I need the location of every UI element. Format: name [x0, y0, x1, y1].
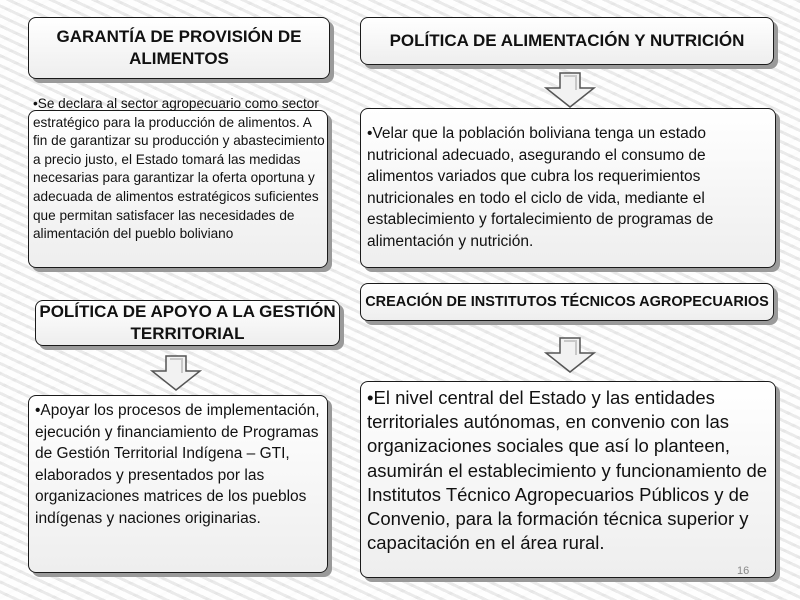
garantia-title-box	[28, 17, 330, 79]
institutos-content-box	[360, 381, 776, 578]
alimentacion-content-box	[360, 108, 776, 268]
alimentacion-title-box	[360, 17, 774, 65]
garantia-content-text: •Se declara al sector agropecuario como sector estratégico para la producción de alimentos. A fin de garantizar su producción y abastecimiento a precio justo, el Estado tomará las medidas necesarias para garantizar la oferta oportuna y adecuada de alimentos estratégicos suficientes que permitan satisfacer las necesidades de alimentación del pueblo boliviano	[33, 96, 325, 242]
institutos-content-text: •El nivel central del Estado y las entidades territoriales autónomas, en convenio con las organizaciones sociales que así lo planteen, asumirán el establecimiento y funcionamiento de Institutos Técnico Agropecuarios Públicos y de Convenio, para la formación técnica superior y capacitación en el área rural.	[367, 387, 768, 554]
alimentacion-content-text: •Velar que la población boliviana tenga un estado nutricional adecuado, asegurando el consumo de alimentos variados que cubra los requerimientos nutricionales en todo el ciclo de vida, mediante el establecimiento y fortalecimiento de programas de alimentación y nutrición.	[367, 125, 714, 250]
apoyo-title: POLÍTICA DE APOYO A LA GESTIÓN TERRITORIAL	[39, 302, 336, 343]
institutos-title-box	[360, 283, 774, 321]
down-arrow-icon	[544, 337, 596, 373]
apoyo-title-box	[35, 300, 340, 346]
down-arrow-icon	[150, 355, 202, 391]
apoyo-content-text: •Apoyar los procesos de implementación, ejecución y financiamiento de Programas de Gestión Territorial Indígena – GTI, elaborados y presentados por las organizaciones matrices de los pueblos indígenas y naciones originarias.	[35, 402, 320, 527]
institutos-title: CREACIÓN DE INSTITUTOS TÉCNICOS AGROPECUARIOS	[365, 293, 769, 310]
down-arrow-icon	[544, 72, 596, 108]
apoyo-content-box	[28, 395, 328, 573]
page-number: 16	[737, 565, 750, 577]
alimentacion-title: POLÍTICA DE ALIMENTACIÓN Y NUTRICIÓN	[389, 31, 745, 50]
garantia-title: GARANTÍA DE PROVISIÓN DE ALIMENTOS	[56, 27, 302, 68]
